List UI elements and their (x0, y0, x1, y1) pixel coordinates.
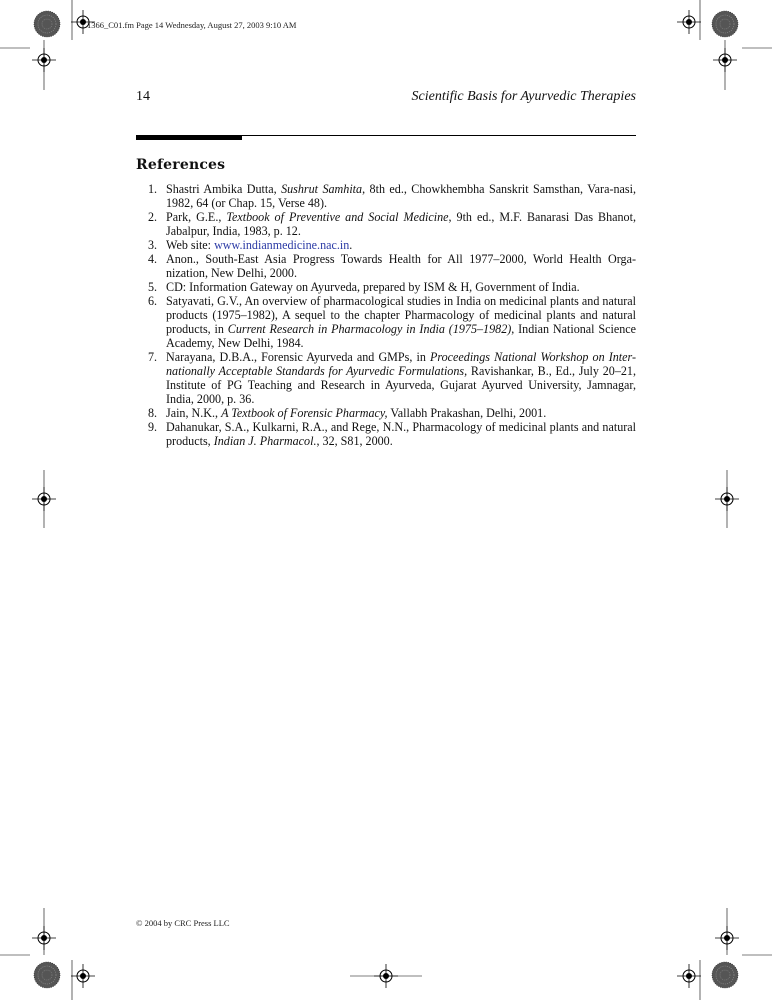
reference-text: Ravishankar, B., Ed., July 20–21, Institute of PG Teaching and Research in Ayurveda, Gujarat Ayurved University, Jamnagar, India, 2000, p. 36. (166, 364, 636, 406)
reference-number: 8. (148, 406, 158, 420)
reference-text: Anon., South-East Asia Progress Towards Health for All 1977–2000, World Health Orga-nization, New Delhi, 2000. (166, 252, 636, 280)
reference-text: Dahanukar, S.A., Kulkarni, R.A., and Rege, N.N., Pharmacology of medicinal plants and natural products, (166, 420, 636, 448)
reference-title-text: Current Research in Pharmacology in India (1975–1982) (227, 322, 512, 336)
reference-text: , 32, S81, 2000. (316, 434, 393, 448)
reference-title-text: A Textbook of Forensic Pharmacy, (221, 406, 388, 420)
reference-number: 6. (148, 294, 158, 308)
section-title: References (136, 157, 226, 173)
reference-number: 4. (148, 252, 158, 266)
reference-number: 5. (148, 280, 158, 294)
reference-title-text: Indian J. Pharmacol. (213, 434, 317, 448)
reference-text: . (349, 238, 353, 252)
reference-title-text: Sushrut Samhita (281, 182, 363, 196)
reference-text: Web site: (166, 238, 215, 252)
reference-number: 7. (148, 350, 158, 364)
reference-item (148, 294, 636, 350)
reference-text: Shastri Ambika Dutta, (166, 182, 282, 196)
running-title: Scientific Basis for Ayurvedic Therapies (411, 89, 636, 104)
reference-number: 2. (148, 210, 158, 224)
page-number: 14 (136, 89, 150, 104)
print-slug: 1366_C01.fm Page 14 Wednesday, August 27, 2003 9:10 AM (87, 20, 297, 30)
reference-number: 3. (148, 238, 158, 252)
reference-text: CD: Information Gateway on Ayurveda, prepared by ISM & H, Government of India. (166, 280, 580, 294)
reference-item (148, 350, 637, 406)
reference-number: 1. (148, 182, 158, 196)
reference-text: , 8th ed., Chowkhembha Sanskrit Samsthan, Vara-nasi, 1982, 64 (or Chap. 15, Verse 48). (166, 182, 636, 210)
reference-title-text: Textbook of Preventive and Social Medicine (226, 210, 449, 224)
reference-number: 9. (148, 420, 158, 434)
reference-text: Park, G.E., (166, 210, 227, 224)
copyright-footer: © 2004 by CRC Press LLC (136, 918, 230, 928)
reference-item (148, 420, 636, 448)
reference-list (148, 182, 637, 448)
website-link[interactable]: www.indianmedicine.nac.in (214, 238, 350, 252)
reference-text: , Indian National Science Academy, New Delhi, 1984. (166, 322, 636, 350)
reference-item (148, 210, 636, 238)
reference-text: Jain, N.K., (166, 406, 222, 420)
reference-item (148, 252, 636, 280)
reference-text: Vallabh Prakashan, Delhi, 2001. (387, 406, 547, 420)
reference-item (148, 406, 636, 420)
reference-text: Satyavati, G.V., An overview of pharmacological studies in India on medicinal plants and natural products (1975–1982), A sequel to the chapter Pharmacology of medicinal plants and natural products, in (166, 294, 636, 336)
reference-text: Narayana, D.B.A., Forensic Ayurveda and GMPs, in (166, 350, 430, 364)
header-rule-accent (136, 135, 242, 140)
reference-item (148, 280, 636, 294)
reference-item (148, 182, 636, 210)
reference-text: , 9th ed., M.F. Banarasi Das Bhanot, Jabalpur, India, 1983, p. 12. (166, 210, 636, 238)
reference-title-text: Proceedings National Workshop on Inter-nationally Acceptable Standards for Ayurvedic Formulations, (166, 350, 637, 378)
reference-item (148, 238, 636, 252)
